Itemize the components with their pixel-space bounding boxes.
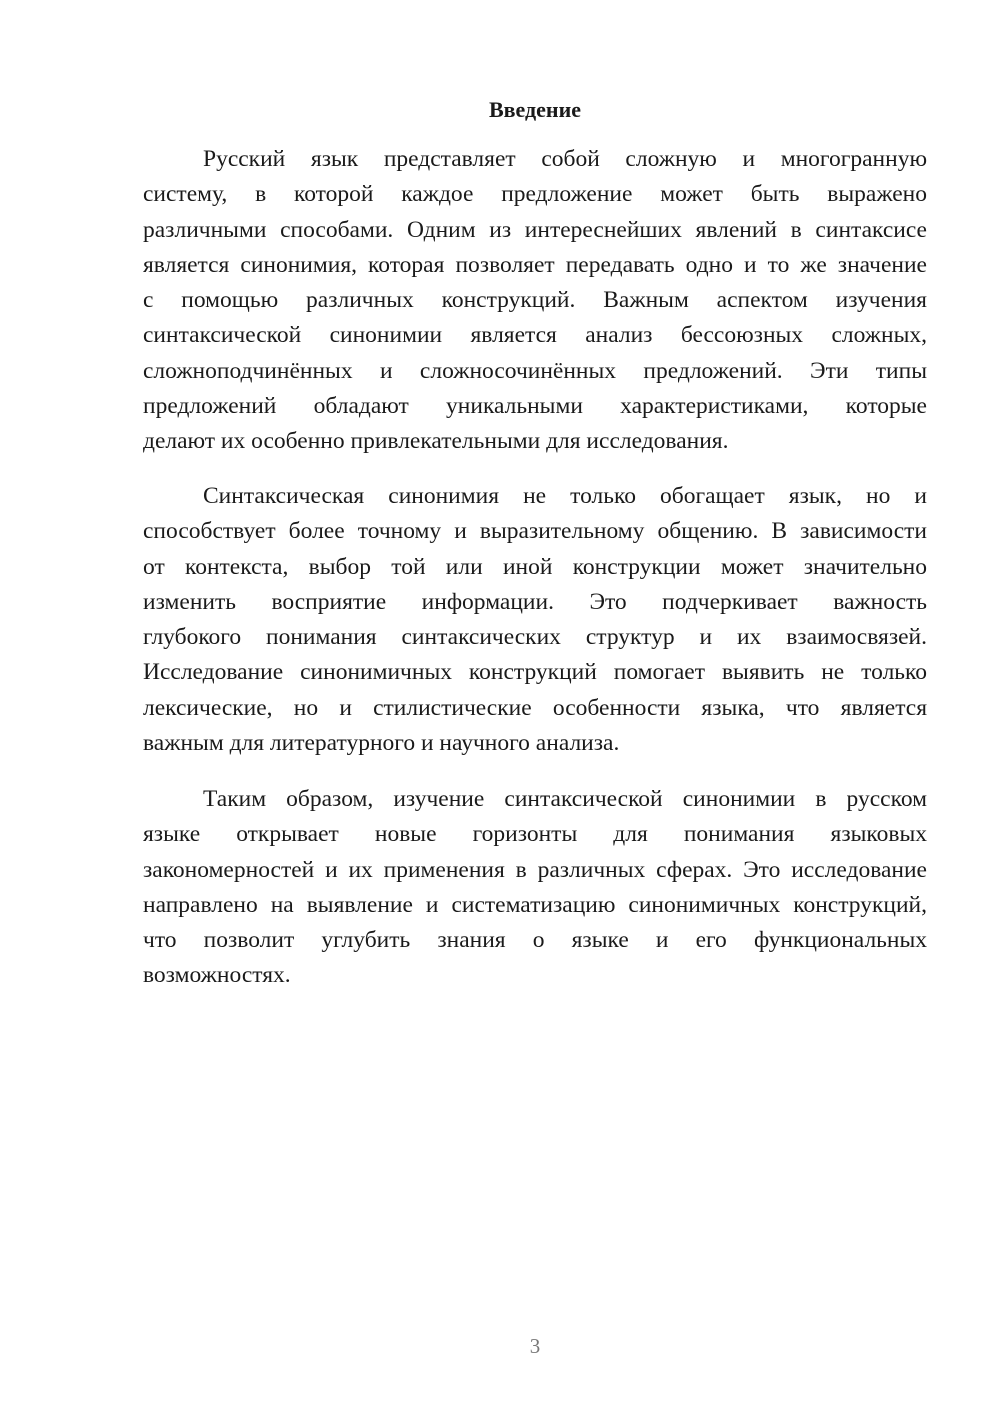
text-line: предложений обладают уникальными характеристиками, которые	[143, 392, 927, 419]
text-line: важным для литературного и научного анализа.	[143, 729, 620, 756]
text-line: с помощью различных конструкций. Важным аспектом изучения	[143, 287, 927, 313]
text-line: синтаксической синонимии является анализ бессоюзных сложных,	[143, 322, 927, 349]
text-line: делают их особенно привлекательными для исследования.	[143, 428, 729, 454]
text-line: Русский язык представляет собой сложную и многогранную	[203, 146, 927, 172]
page-number: 3	[529, 1334, 541, 1358]
text-line: Исследование синонимичных конструкций помогает выявить не только	[143, 659, 927, 686]
text-line: глубокого понимания синтаксических структур и их взаимосвязей.	[143, 624, 927, 650]
text-line: изменить восприятие информации. Это подчеркивает важность	[143, 588, 927, 615]
paragraph-1	[143, 142, 927, 459]
text-line: сложноподчинённых и сложносочинённых предложений. Эти типы	[143, 357, 927, 384]
text-line: направлено на выявление и систематизацию синонимичных конструкций,	[143, 891, 927, 918]
section-heading: Введение	[488, 97, 582, 122]
text-line: Таким образом, изучение синтаксической синонимии в русском	[203, 786, 927, 812]
text-line: что позволит углубить знания о языке и его функциональных	[143, 927, 927, 953]
text-line: закономерностей и их применения в различных сферах. Это исследование	[143, 856, 927, 883]
text-line: от контекста, выбор той или иной конструкции может значительно	[143, 553, 927, 580]
text-line: языке открывает новые горизонты для понимания языковых	[143, 821, 927, 848]
text-line: способствует более точному и выразительному общению. В зависимости	[143, 518, 927, 545]
text-line: различными способами. Одним из интереснейших явлений в синтаксисе	[143, 216, 927, 243]
text-line: является синонимия, которая позволяет передавать одно и то же значение	[143, 251, 927, 278]
paragraph-2	[143, 479, 927, 761]
text-line: лексические, но и стилистические особенности языка, что является	[143, 694, 927, 721]
text-line: Синтаксическая синонимия не только обогащает язык, но и	[203, 483, 927, 509]
paragraph-3	[143, 782, 927, 994]
text-line: возможностях.	[143, 962, 291, 989]
text-line: систему, в которой каждое предложение может быть выражено	[143, 181, 927, 208]
